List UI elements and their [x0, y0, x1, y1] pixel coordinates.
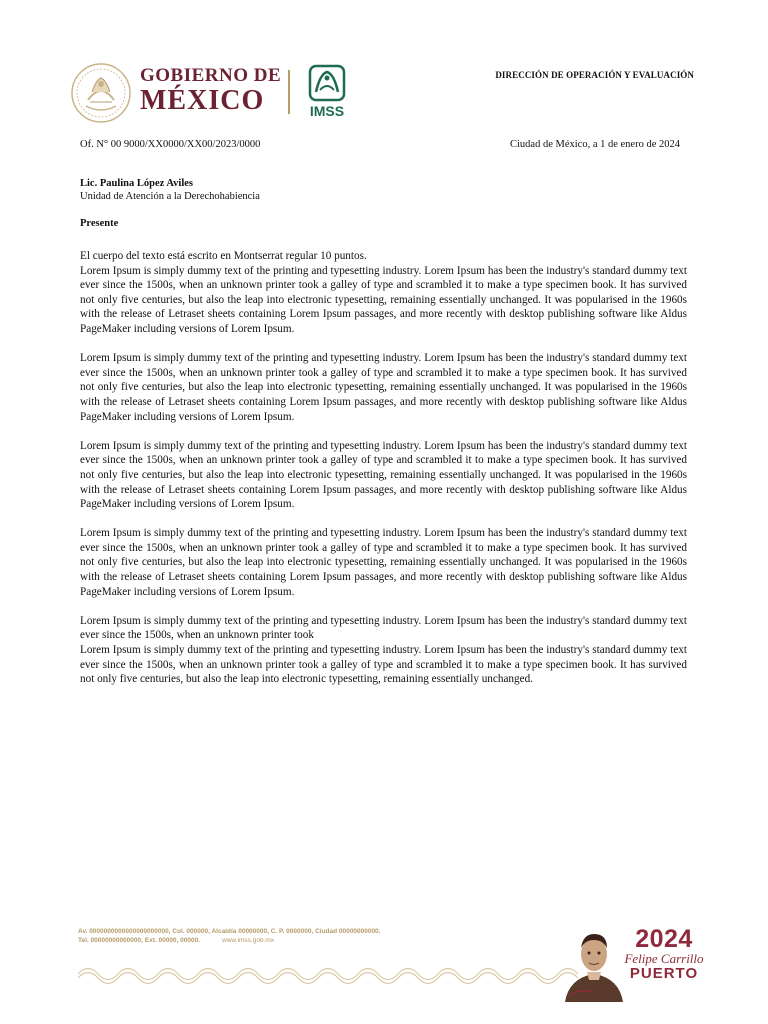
body-paragraph: Lorem Ipsum is simply dummy text of the printing and typesetting industry. Lorem Ipsum has been the industry's standard dummy text ever since the 1500s, when an unknown printer took a galley of type and scrambled it to make a type specimen book. It has survived not only five centuries, but also the leap into electronic typesetting, remaining essentially unchanged. It was popularised in the 1960s with the release of Letraset sheets containing Lorem Ipsum passages, and more recently with desktop publishing software like Aldus PageMaker including versions of Lorem Ipsum.	[80, 352, 687, 423]
fcp-surname: PUERTO	[629, 965, 699, 982]
year-2024: 2024	[635, 925, 693, 953]
gobierno-de-mexico-logo	[140, 66, 281, 115]
website-link[interactable]: www.imss.gob.mx	[222, 937, 275, 944]
body-paragraph: Lorem Ipsum is simply dummy text of the printing and typesetting industry. Lorem Ipsum has been the industry's standard dummy text ever since the 1500s, when an unknown printer took a galley of type and scrambled it to make a type specimen book. It has survived not only five centuries, but also the leap into electronic typesetting, remaining essentially unchanged. It was popularised in the 1960s with the release of Letraset sheets containing Lorem Ipsum passages, and more recently with desktop publishing software like Aldus PageMaker including versions of Lorem Ipsum.	[80, 527, 687, 598]
body-paragraph: Lorem Ipsum is simply dummy text of the printing and typesetting industry. Lorem Ipsum has been the industry's standard dummy text ever since the 1500s, when an unknown printer took a galley of type and scrambled it to make a type specimen book. It has survived not only five centuries, but also the leap into electronic typesetting, remaining essentially unchanged. It was popularised in the 1960s with the release of Letraset sheets containing Lorem Ipsum passages, and more recently with desktop publishing software like Aldus PageMaker including versions of Lorem Ipsum.	[80, 264, 687, 335]
letterhead	[70, 62, 700, 124]
direccion-title: DIRECCIÓN DE OPERACIÓN Y EVALUACIÓN	[495, 70, 694, 80]
fcp-name: Felipe Carrillo	[624, 951, 704, 966]
address-line2: Tel. 00000000000000, Ext. 00000, 00000.	[78, 937, 201, 944]
oficio-number: Of. N° 00 9000/XX0000/XX00/2023/0000	[80, 139, 261, 150]
body-intro: El cuerpo del texto está escrito en Montserrat regular 10 puntos.	[80, 250, 367, 262]
recipient-position: Unidad de Atención a la Derechohabiencia	[80, 190, 260, 202]
recipient-block	[80, 178, 260, 203]
body-paragraph: Lorem Ipsum is simply dummy text of the printing and typesetting industry. Lorem Ipsum has been the industry's standard dummy text ever since the 1500s, when an unknown printer took a galley of type and scrambled it to make a type specimen book. It has survived not only five centuries, but also the leap into electronic typesetting, remaining essentially unchanged.	[80, 644, 687, 686]
body-paragraph: Lorem Ipsum is simply dummy text of the printing and typesetting industry. Lorem Ipsum has been the industry's standard dummy text ever since the 1500s, when an unknown printer took a galley of type and scrambled it to make a type specimen book. It has survived not only five centuries, but also the leap into electronic typesetting, remaining essentially unchanged. It was popularised in the 1960s with the release of Letraset sheets containing Lorem Ipsum passages, and more recently with desktop publishing software like Aldus PageMaker including versions of Lorem Ipsum.	[80, 439, 687, 511]
imss-logo-icon	[304, 64, 350, 120]
header-divider	[288, 70, 290, 114]
felipe-carrillo-puerto-logo	[616, 926, 712, 982]
imss-label: IMSS	[309, 103, 345, 119]
letter-body	[80, 249, 687, 687]
place-date: Ciudad de México, a 1 de enero de 2024	[510, 139, 680, 150]
salutation: Presente	[80, 218, 119, 229]
recipient-name: Lic. Paulina López Aviles	[80, 178, 193, 189]
body-paragraph: Lorem Ipsum is simply dummy text of the printing and typesetting industry. Lorem Ipsum has been the industry's standard dummy text ever since the 1500s, when an unknown printer took	[80, 614, 687, 642]
gobierno-line1: GOBIERNO DE	[140, 65, 282, 86]
footer-address	[78, 927, 380, 945]
address-line1: Av. 0000000000000000000000, Col. 000000, Alcaldía 00000000, C. P. 0000000, Ciudad 00000000000.	[78, 928, 381, 935]
greca-pattern-icon	[78, 963, 578, 985]
seal-icon	[70, 62, 132, 124]
gobierno-line2: MÉXICO	[140, 85, 265, 116]
